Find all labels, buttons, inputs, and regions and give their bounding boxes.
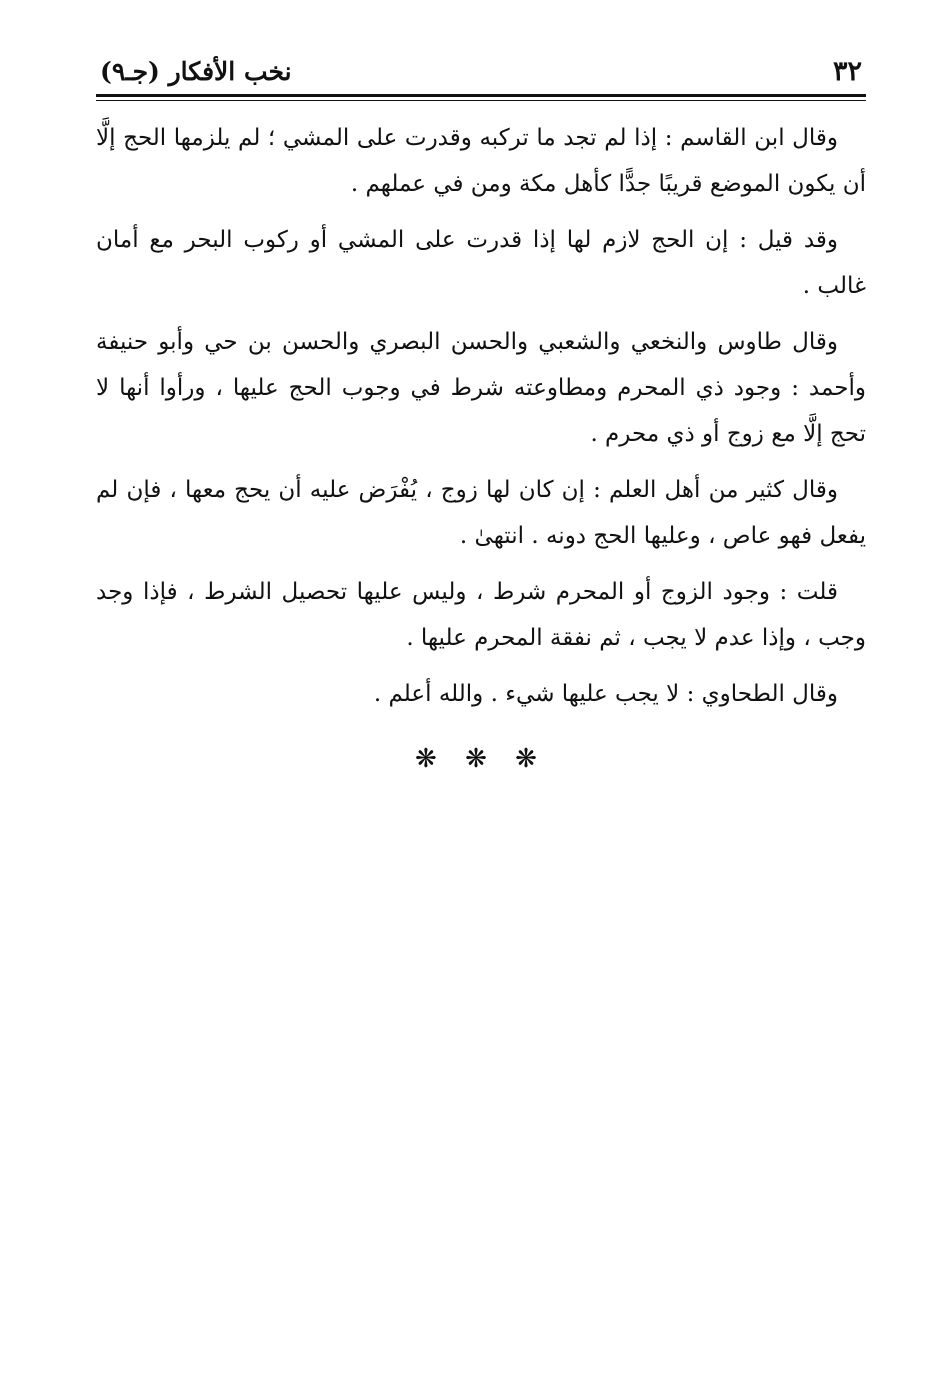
- running-title: نخب الأفكار (جـ٩): [100, 57, 292, 86]
- body-text: [96, 115, 866, 717]
- header-rule-thick: [96, 94, 866, 97]
- header-rule-thin: [96, 100, 866, 101]
- page-number: ٣٢: [832, 56, 862, 87]
- page-header: [96, 48, 866, 92]
- paragraph: وقال كثير من أهل العلم : إن كان لها زوج ، يُفْرَض عليه أن يحج معها ، فإن لم يفعل فهو عاص ، وعليها الحج دونه . انتهىٰ .: [96, 477, 866, 549]
- paragraph: وقال ابن القاسم : إذا لم تجد ما تركبه وقدرت على المشي ؛ لم يلزمها الحج إلَّا أن يكون الموضع قريبًا جدًّا كأهل مكة ومن في عملهم .: [96, 125, 866, 197]
- paragraph: وقال طاوس والنخعي والشعبي والحسن البصري والحسن بن حي وأبو حنيفة وأحمد : وجود ذي المحرم ومطاوعته شرط في وجوب الحج عليها ، ورأوا أنها لا تحج إلَّا مع زوج أو ذي محرم .: [96, 329, 866, 447]
- paragraph: وقال الطحاوي : لا يجب عليها شيء . والله أعلم .: [373, 681, 838, 707]
- paragraph: وقد قيل : إن الحج لازم لها إذا قدرت على المشي أو ركوب البحر مع أمان غالب .: [96, 227, 866, 299]
- document-page: [96, 48, 866, 779]
- section-separator-ornament: ❋ ❋ ❋: [415, 744, 547, 774]
- paragraph: قلت : وجود الزوج أو المحرم شرط ، وليس عليها تحصيل الشرط ، فإذا وجد وجب ، وإذا عدم لا يجب ، ثم نفقة المحرم عليها .: [96, 579, 866, 651]
